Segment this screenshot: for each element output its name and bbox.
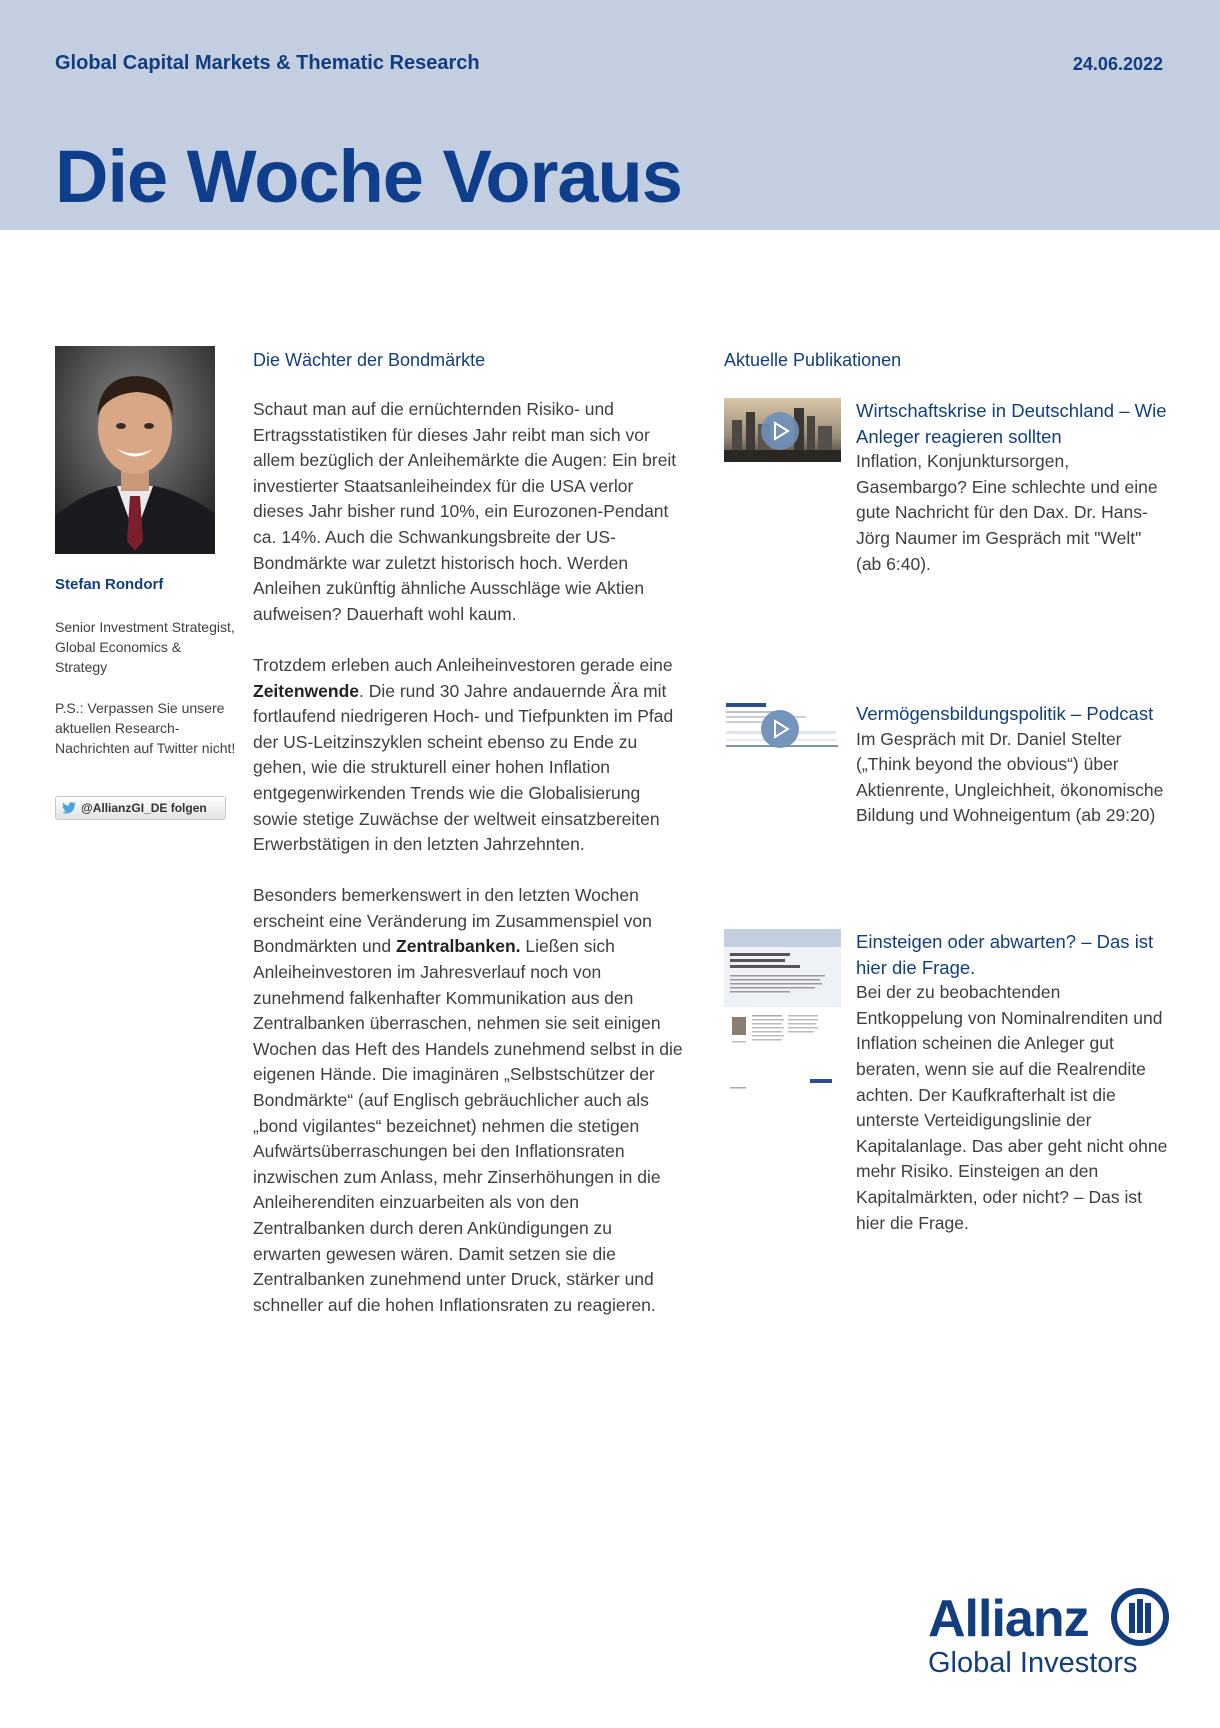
allianz-global-investors-logo: [925, 1583, 1170, 1678]
twitter-note: P.S.: Verpassen Sie unsere aktuellen Research-Nachrichten auf Twitter nicht!: [55, 700, 236, 756]
publications-heading: Aktuelle Publikationen: [724, 350, 902, 370]
publication-description: Bei der zu beobachtenden Entkoppelung von Nominalrenditen und Inflation scheinen die Anleger gut beraten, wenn sie auf die Realrendite achten. Der Kaufkrafterhalt ist die unterste Verteidigungslinie der Kapitalanlage. Das aber geht nicht ohne mehr Risiko. Einsteigen an den Kapitalmärkten, oder nicht? – Das ist hier die Frage.: [856, 982, 1168, 1233]
video-thumbnail[interactable]: [724, 701, 841, 755]
document-thumbnail[interactable]: [724, 929, 841, 1097]
author-photo: [55, 346, 215, 554]
logo-brand-text: Allianz: [928, 1590, 1089, 1648]
article-heading: Die Wächter der Bondmärkte: [253, 350, 486, 370]
author-role: Senior Investment Strategist, Global Economics & Strategy: [55, 619, 235, 675]
article-paragraph-2: Trotzdem erleben auch Anleiheinvestoren gerade eine Zeitenwende. Die rund 30 Jahre andauernde Ära mit fortlaufend niedrigeren Hoch- und Tiefpunkten im Pfad der US-Leitzinszyklen scheint ebenso zu Ende zu gehen, wie die strukturell einer hohen Inflation entgegenwirkenden Trends wie die Globalisierung sowie stetige Zuwächse der weltweit einsatzbereiten Erwerbstätigen in den letzten Jahrzehnten.: [253, 654, 674, 855]
department-label: Global Capital Markets & Thematic Research: [55, 52, 480, 74]
twitter-follow-label: @AllianzGI_DE folgen: [81, 801, 207, 815]
twitter-follow-button[interactable]: [55, 796, 226, 820]
play-icon: [761, 710, 799, 748]
publication-title[interactable]: Vermögensbildungspolitik – Podcast: [856, 703, 1154, 724]
article: [253, 348, 683, 1344]
logo-sub-text: Global Investors: [928, 1647, 1138, 1678]
publication-title[interactable]: Wirtschaftskrise in Deutschland – Wie Anleger reagieren sollten: [856, 400, 1167, 447]
header-banner: [0, 0, 1220, 230]
twitter-bird-icon: [62, 802, 76, 814]
publication-description: Im Gespräch mit Dr. Daniel Stelter („Think beyond the obvious“) über Aktienrente, Ungleichheit, ökonomische Bildung und Wohneigentum (ab 29:20): [856, 728, 1164, 826]
publication-description: Inflation, Konjunktursorgen, Gasembargo? Eine schlechte und eine gute Nachricht für den Dax. Dr. Hans-Jörg Naumer im Gespräch mit "Welt" (ab 6:40).: [856, 451, 1158, 574]
emphasis-zentralbanken: Zentralbanken.: [396, 936, 521, 957]
publication-date: 24.06.2022: [1072, 54, 1163, 74]
publications-section: [724, 348, 1169, 1233]
allianz-eagle-icon: [1114, 1591, 1166, 1643]
play-icon: [761, 412, 799, 450]
author-name: Stefan Rondorf: [55, 576, 164, 593]
article-paragraph-1: Schaut man auf die ernüchternden Risiko- und Ertragsstatistiken für dieses Jahr reibt man sich vor allem bezüglich der Anleihemärkte die Augen: Ein breit investierter Staatsanleiheindex für die USA verlor dieses Jahr bisher rund 10%, ein Eurozonen-Pendant ca. 14%. Auch die Schwankungsbreite der US-Bondmärkte war zuletzt historisch hoch. Werden Anleihen zukünftig ähnliche Ausschläge wie Aktien aufweisen? Dauerhaft wohl kaum.: [253, 399, 677, 624]
emphasis-zeitenwende: Zeitenwende: [253, 680, 359, 701]
page-title: Die Woche Voraus: [55, 135, 682, 218]
article-paragraph-3: Besonders bemerkenswert in den letzten Wochen erscheint eine Veränderung im Zusammenspiel von Bondmärkten und Zentralbanken. Ließen sich Anleiheinvestoren im Jahresverlauf noch von zunehmend falkenhafter Kommunikation aus den Zentralbanken überraschen, nehmen sie seit einigen Wochen das Heft des Handels zunehmend selbst in die eigenen Hände. Die imaginären „Selbstschützer der Bondmärkte“ (auf Englisch gebräuchlicher auch als „bond vigilantes“ bezeichnet) nehmen die stetigen Aufwärtsüberraschungen bei den Inflationsraten inzwischen zum Anlass, mehr Zinserhöhungen in die Anleiherenditen einzuarbeiten als von den Zentralbanken durch deren Ankündigungen zu erwarten gewesen wären. Damit setzen sie die Zentralbanken zunehmend unter Druck, stärker und schneller auf die hohen Inflationsraten zu reagieren.: [253, 885, 683, 1315]
publication-title[interactable]: Einsteigen oder abwarten? – Das ist hier die Frage.: [856, 931, 1154, 978]
video-thumbnail[interactable]: [724, 398, 841, 462]
